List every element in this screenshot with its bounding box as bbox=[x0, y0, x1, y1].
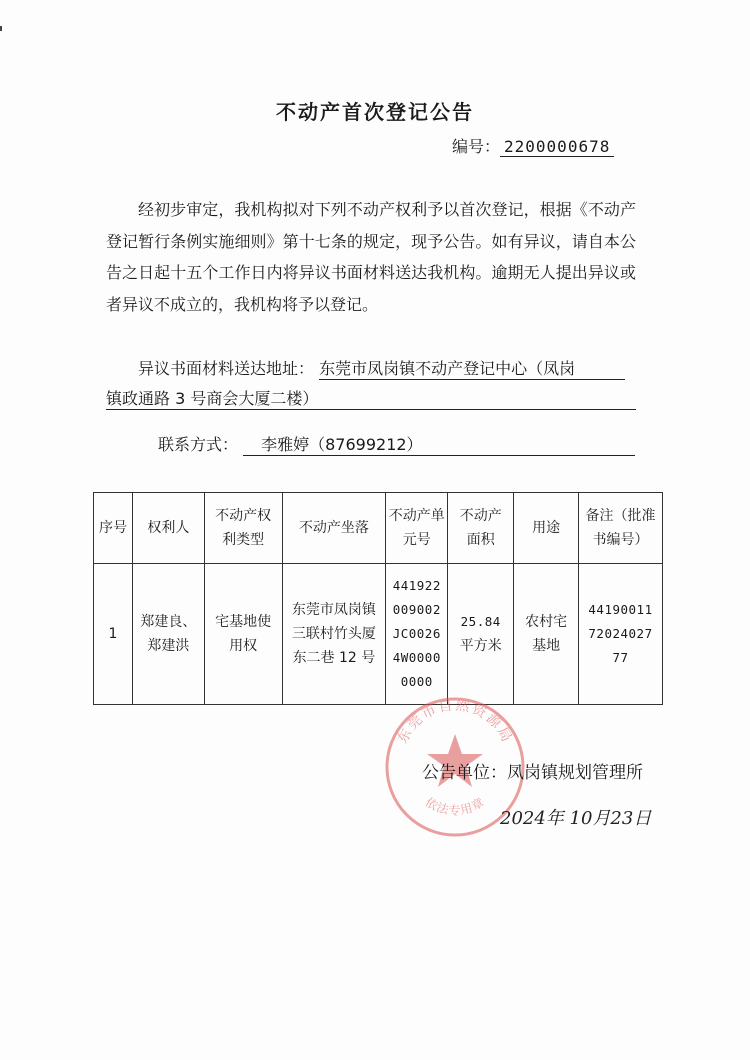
cell-location-line2: 三联村竹头厦 bbox=[291, 626, 376, 642]
contact-line bbox=[158, 432, 635, 456]
cell-unit-no-line5: 0000 bbox=[400, 674, 433, 689]
issuer-label: 公告单位： bbox=[422, 763, 507, 783]
serial-label: 编号： bbox=[452, 137, 501, 156]
issuer-name: 凤岗镇规划管理所 bbox=[507, 763, 643, 783]
cell-area-unit: 平方米 bbox=[459, 638, 502, 654]
header-area bbox=[448, 493, 514, 564]
cell-right-type-line2: 用权 bbox=[229, 638, 258, 654]
cell-usage-line2: 基地 bbox=[532, 638, 561, 654]
scan-mark bbox=[0, 26, 2, 31]
issuer-line bbox=[422, 758, 643, 783]
address-value-1: 东莞市凤岗镇不动产登记中心（凤岗 bbox=[319, 356, 625, 380]
address-label: 异议书面材料送达地址： bbox=[138, 359, 315, 378]
cell-no: 1 bbox=[94, 564, 133, 705]
header-unit-no bbox=[386, 493, 448, 564]
cell-area bbox=[448, 564, 514, 705]
cell-unit-no-line4: 4W0000 bbox=[392, 650, 441, 665]
header-right-type bbox=[204, 493, 282, 564]
serial-value: 2200000678 bbox=[500, 137, 614, 157]
cell-usage-line1: 农村宅 bbox=[525, 614, 568, 630]
seal-text-top: 东莞市自然资源局 bbox=[394, 697, 516, 747]
cell-holder-line2: 郑建洪 bbox=[147, 638, 190, 654]
header-area-line1: 不动产 bbox=[459, 508, 502, 524]
cell-unit-no-line1: 441922 bbox=[392, 578, 441, 593]
registration-table bbox=[93, 492, 663, 705]
address-line-1 bbox=[138, 356, 625, 380]
header-right-type-line1: 不动产权 bbox=[215, 508, 272, 524]
header-area-line2: 面积 bbox=[466, 532, 495, 548]
contact-value: 李雅婷（87699212） bbox=[243, 432, 635, 456]
address-line-2 bbox=[106, 386, 636, 410]
serial-number bbox=[452, 134, 614, 157]
cell-remark bbox=[579, 564, 663, 705]
cell-right-type bbox=[204, 564, 282, 705]
table-row bbox=[94, 564, 663, 705]
notice-title: 不动产首次登记公告 bbox=[276, 100, 474, 124]
cell-location-line1: 东莞市凤岗镇 bbox=[291, 602, 376, 618]
cell-holder-line1: 郑建良、 bbox=[140, 614, 197, 630]
header-unit-no-line2: 元号 bbox=[402, 532, 431, 548]
cell-unit-no-line2: 009002 bbox=[392, 602, 441, 617]
header-right-type-line2: 利类型 bbox=[222, 532, 265, 548]
cell-area-value: 25.84 bbox=[460, 614, 501, 629]
cell-holder bbox=[132, 564, 204, 705]
cell-remark-line3: 77 bbox=[612, 650, 629, 665]
header-location: 不动产坐落 bbox=[282, 493, 386, 564]
table-header-row bbox=[94, 493, 663, 564]
header-unit-no-line1: 不动产单 bbox=[388, 508, 445, 524]
seal-text-bottom: 依法专用章 bbox=[422, 794, 488, 818]
notice-paragraph: 经初步审定，我机构拟对下列不动产权利予以首次登记，根据《不动产登记暂行条例实施细则》第十七条的规定，现予公告。如有异议，请自本公告之日起十五个工作日内将异议书面材料送达我机构。逾期无人提出异议或者异议不成立的，我机构将予以登记。 bbox=[106, 200, 636, 314]
cell-remark-line1: 44190011 bbox=[588, 602, 653, 617]
address-value-2: 镇政通路 3 号商会大厦二楼） bbox=[106, 386, 636, 410]
issue-date: 2024年 10月23日 bbox=[500, 808, 652, 829]
cell-unit-no bbox=[386, 564, 448, 705]
contact-label: 联系方式： bbox=[158, 435, 239, 454]
cell-usage bbox=[514, 564, 579, 705]
cell-right-type-line1: 宅基地使 bbox=[215, 614, 272, 630]
header-remark bbox=[579, 493, 663, 564]
cell-unit-no-line3: JC0026 bbox=[392, 626, 441, 641]
header-remark-line2: 书编号） bbox=[592, 532, 649, 548]
cell-location bbox=[282, 564, 386, 705]
cell-remark-line2: 72024027 bbox=[588, 626, 653, 641]
header-holder: 权利人 bbox=[132, 493, 204, 564]
header-usage: 用途 bbox=[514, 493, 579, 564]
header-remark-line1: 备注（批准 bbox=[585, 508, 656, 524]
header-no: 序号 bbox=[94, 493, 133, 564]
cell-location-line3: 东二巷 12 号 bbox=[292, 650, 376, 666]
